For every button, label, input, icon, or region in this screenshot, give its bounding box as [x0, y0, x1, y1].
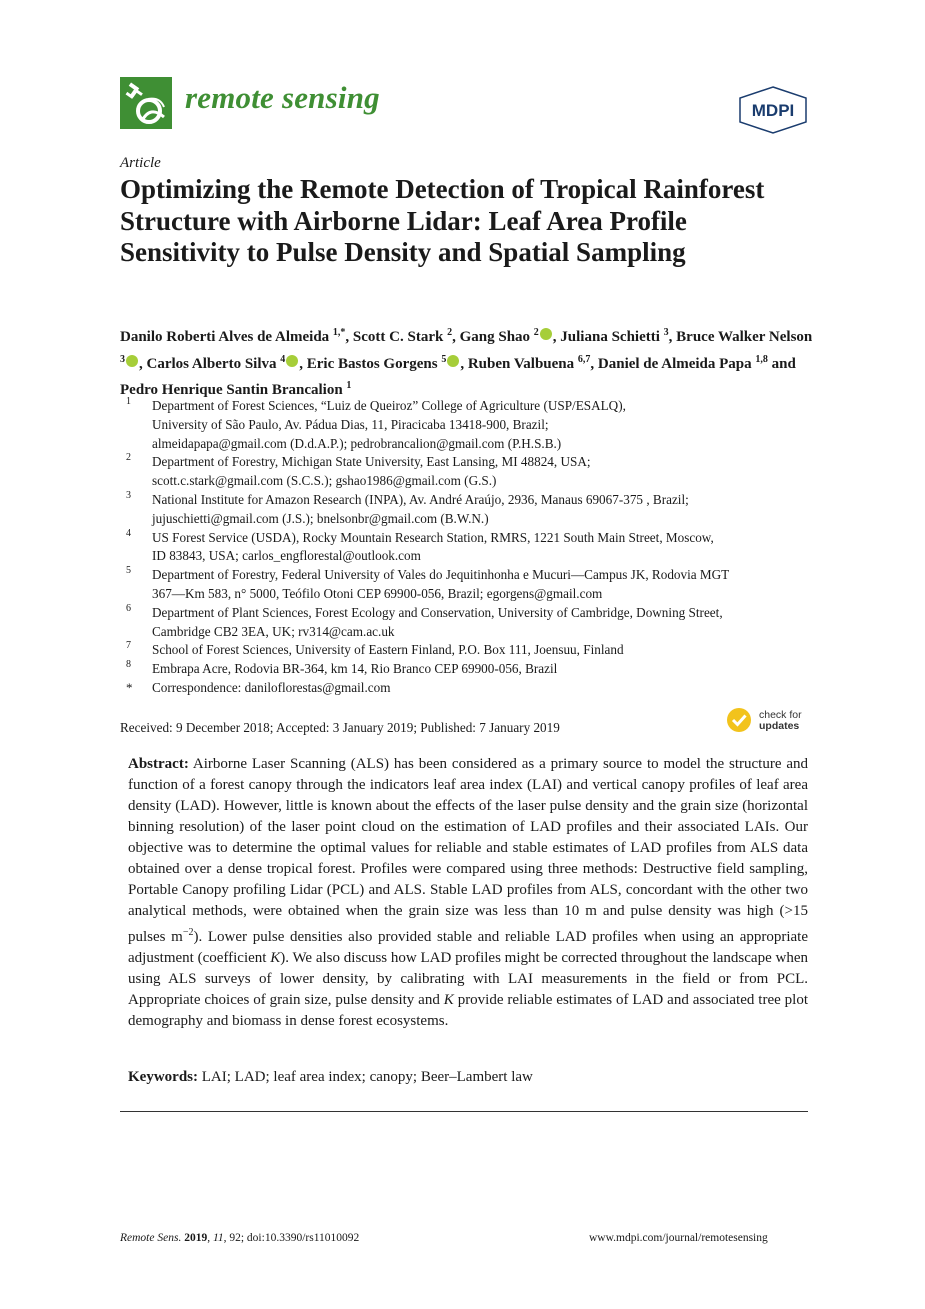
- correspondence-text: Correspondence: daniloflorestas@gmail.com: [152, 679, 391, 695]
- author-affiliation-sup: 3: [663, 327, 669, 338]
- article-type: Article: [120, 155, 161, 171]
- affiliation-item: [120, 660, 820, 679]
- author-separator: ,: [552, 329, 561, 345]
- affiliation-line: jujuschietti@gmail.com (J.S.); bnelsonbr@gmail.com (B.W.N.): [152, 510, 489, 526]
- abstract-italic-k1: K: [270, 950, 281, 966]
- affiliation-item: [120, 491, 820, 529]
- author-affiliation-sup: 1: [346, 380, 352, 391]
- abstract-text-1: Airborne Laser Scanning (ALS) has been considered as a primary source to model the structure and function of a forest canopy through the indicators leaf area index (LAI) and vertical canopy profiles of leaf area density (LAD). However, little is known about the effects of the laser pulse density and the grain size (horizontal binning resolution) of the laser point cloud on the estimation of LAD profiles and their associated LAIs. Our objective was to determine the optimal values for reliable and stable estimates of LAD profiles from ALS data obtained over a dense tropical forest. Profiles were compared using three methods: Destructive field sampling, Portable Canopy profiling Lidar (PCL) and ALS. Stable LAD profiles from ALS, concordant with the other two analytical methods, were obtained when the grain size was less than 10 m and pulse density was high (>15 pulses m: [128, 756, 808, 945]
- orcid-icon[interactable]: [447, 355, 459, 367]
- author-separator: ,: [299, 355, 307, 372]
- abstract-text-4: provide reliable estimates of LAD and associated tree plot demography and biomass in dense forest ecosystems.: [128, 992, 808, 1029]
- footer-journal-abbrev: Remote Sens.: [120, 1232, 182, 1244]
- correspondence-symbol: *: [126, 679, 133, 695]
- affiliation-item: [120, 397, 820, 453]
- check-for-updates-button[interactable]: [726, 707, 826, 737]
- affiliation-list: [120, 397, 820, 698]
- author-name: Carlos Alberto Silva: [146, 355, 277, 372]
- affiliation-line: scott.c.stark@gmail.com (S.C.S.); gshao1986@gmail.com (G.S.): [152, 473, 497, 489]
- affiliation-line: Embrapa Acre, Rodovia BR-364, km 14, Rio Branco CEP 69900-056, Brazil: [152, 661, 558, 677]
- abstract-sup: −2: [182, 927, 194, 938]
- author-affiliation-sup: 1,*: [332, 327, 346, 338]
- author-affiliation-sup: 6,7: [577, 353, 591, 365]
- affiliation-number: 1: [126, 396, 131, 407]
- author-affiliation-sup: 3: [120, 353, 125, 365]
- affiliation-line: School of Forest Sciences, University of Eastern Finland, P.O. Box 111, Joensuu, Finland: [152, 642, 624, 658]
- affiliation-line: Department of Forest Sciences, “Luiz de Queiroz” College of Agriculture (USP/ESALQ),: [152, 398, 626, 413]
- affiliation-number: 3: [126, 489, 131, 501]
- author-name: Daniel de Almeida Papa: [597, 355, 752, 372]
- orcid-icon[interactable]: [540, 328, 552, 340]
- orcid-icon[interactable]: [126, 355, 138, 367]
- abstract-text-3: ). We also discuss how LAD profiles might be corrected throughout the landscape when using ALS surveys of lower density, by calibrating with LAI measurements in the field or from PCL. Appropriate choices of grain size, pulse density and: [128, 950, 808, 1008]
- author-separator: ,: [460, 355, 468, 372]
- check-updates-icon: [726, 707, 752, 733]
- keywords: [128, 1069, 533, 1086]
- author-name: Ruben Valbuena: [467, 355, 575, 372]
- affiliation-line: ID 83843, USA; carlos_engflorestal@outlook.com: [152, 548, 421, 564]
- affiliation-item: [120, 566, 820, 604]
- keywords-label: Keywords:: [128, 1069, 198, 1085]
- affiliation-number: 2: [126, 452, 131, 464]
- affiliation-number: 7: [126, 640, 131, 652]
- affiliation-line: University of São Paulo, Av. Pádua Dias, 11, Piracicaba 13418-900, Brazil;: [152, 416, 549, 432]
- publication-dates: Received: 9 December 2018; Accepted: 3 January 2019; Published: 7 January 2019: [120, 720, 560, 735]
- affiliation-item: [120, 529, 820, 567]
- journal-name: remote sensing: [185, 80, 380, 115]
- orcid-icon[interactable]: [286, 355, 298, 367]
- abstract-italic-k2: K: [443, 992, 454, 1008]
- footer-doi: , 92; doi:10.3390/rs11010092: [223, 1232, 360, 1244]
- affiliation-line: US Forest Service (USDA), Rocky Mountain Research Station, RMRS, 1221 South Main Street, Moscow,: [152, 529, 714, 545]
- footer-citation: Remote Sens. 2019, 11, 92; doi:10.3390/rs11010092: [120, 1232, 360, 1244]
- author-name: Pedro Henrique Santin Brancalion: [120, 382, 343, 398]
- affiliation-item: [120, 453, 820, 491]
- affiliation-line: Department of Forestry, Federal University of Vales do Jequitinhonha e Mucuri—Campus JK, Rodovia MGT: [152, 567, 730, 583]
- keywords-text: LAI; LAD; leaf area index; canopy; Beer–Lambert law: [198, 1069, 533, 1085]
- affiliation-number: 5: [126, 565, 131, 577]
- mdpi-logo-icon: [738, 86, 808, 134]
- section-divider: [120, 1111, 808, 1112]
- affiliation-line: Department of Plant Sciences, Forest Ecology and Conservation, University of Cambridge, Downing Street,: [152, 604, 723, 620]
- author-separator: ,: [590, 355, 598, 372]
- footer-year: 2019: [184, 1232, 208, 1244]
- footer-volume: 11: [212, 1232, 224, 1244]
- author-affiliation-sup: 2: [447, 327, 453, 338]
- abstract-text-2: ). Lower pulse densities also provided stable and reliable LAD profiles when using an appropriate adjustment (coefficient: [128, 929, 809, 966]
- author-name: Bruce Walker Nelson: [676, 329, 813, 345]
- author-affiliation-sup: 4: [280, 353, 286, 365]
- author-name: Juliana Schietti: [560, 329, 660, 345]
- author-separator: ,: [452, 329, 460, 345]
- affiliation-number: 4: [126, 527, 131, 539]
- affiliation-line: almeidapapa@gmail.com (D.d.A.P.); pedrobrancalion@gmail.com (P.H.S.B.): [152, 435, 562, 451]
- author-list: [120, 322, 820, 402]
- correspondence: [120, 679, 820, 698]
- author-separator: ,: [139, 355, 147, 372]
- affiliation-item: [120, 604, 820, 642]
- author-affiliation-sup: 1,8: [755, 353, 768, 365]
- affiliation-number: 6: [126, 602, 131, 614]
- mdpi-logo-text: MDPI: [751, 101, 795, 120]
- abstract: [128, 754, 808, 1032]
- author-affiliation-sup: 2: [533, 327, 539, 338]
- author-separator: ,: [668, 329, 677, 345]
- author-name: Danilo Roberti Alves de Almeida: [120, 329, 330, 345]
- author-separator: and: [767, 355, 796, 372]
- paper-title: Optimizing the Remote Detection of Tropical Rainforest Structure with Airborne Lidar: Leaf Area Profile Sensitivity to Pulse Density and Spatial Sampling: [120, 174, 765, 267]
- author-name: Gang Shao: [459, 329, 531, 345]
- check-updates-line1: check for: [759, 709, 802, 721]
- author-affiliation-sup: 5: [441, 353, 447, 365]
- journal-logo-icon: [120, 77, 172, 129]
- affiliation-line: Cambridge CB2 3EA, UK; rv314@cam.ac.uk: [152, 623, 395, 639]
- abstract-label: Abstract:: [128, 756, 189, 772]
- affiliation-line: Department of Forestry, Michigan State University, East Lansing, MI 48824, USA;: [152, 454, 591, 470]
- author-name: Eric Bastos Gorgens: [306, 355, 438, 372]
- author-separator: ,: [345, 329, 353, 345]
- affiliation-line: National Institute for Amazon Research (INPA), Av. André Araújo, 2936, Manaus 69067-375 , Brazil;: [152, 491, 689, 507]
- check-updates-line2: updates: [759, 720, 800, 732]
- footer-url-link[interactable]: www.mdpi.com/journal/remotesensing: [589, 1232, 768, 1244]
- author-name: Scott C. Stark: [352, 329, 444, 345]
- affiliation-item: [120, 641, 820, 660]
- affiliation-line: 367—Km 583, n° 5000, Teófilo Otoni CEP 69900-056, Brazil; egorgens@gmail.com: [152, 585, 603, 601]
- affiliation-number: 8: [126, 659, 131, 671]
